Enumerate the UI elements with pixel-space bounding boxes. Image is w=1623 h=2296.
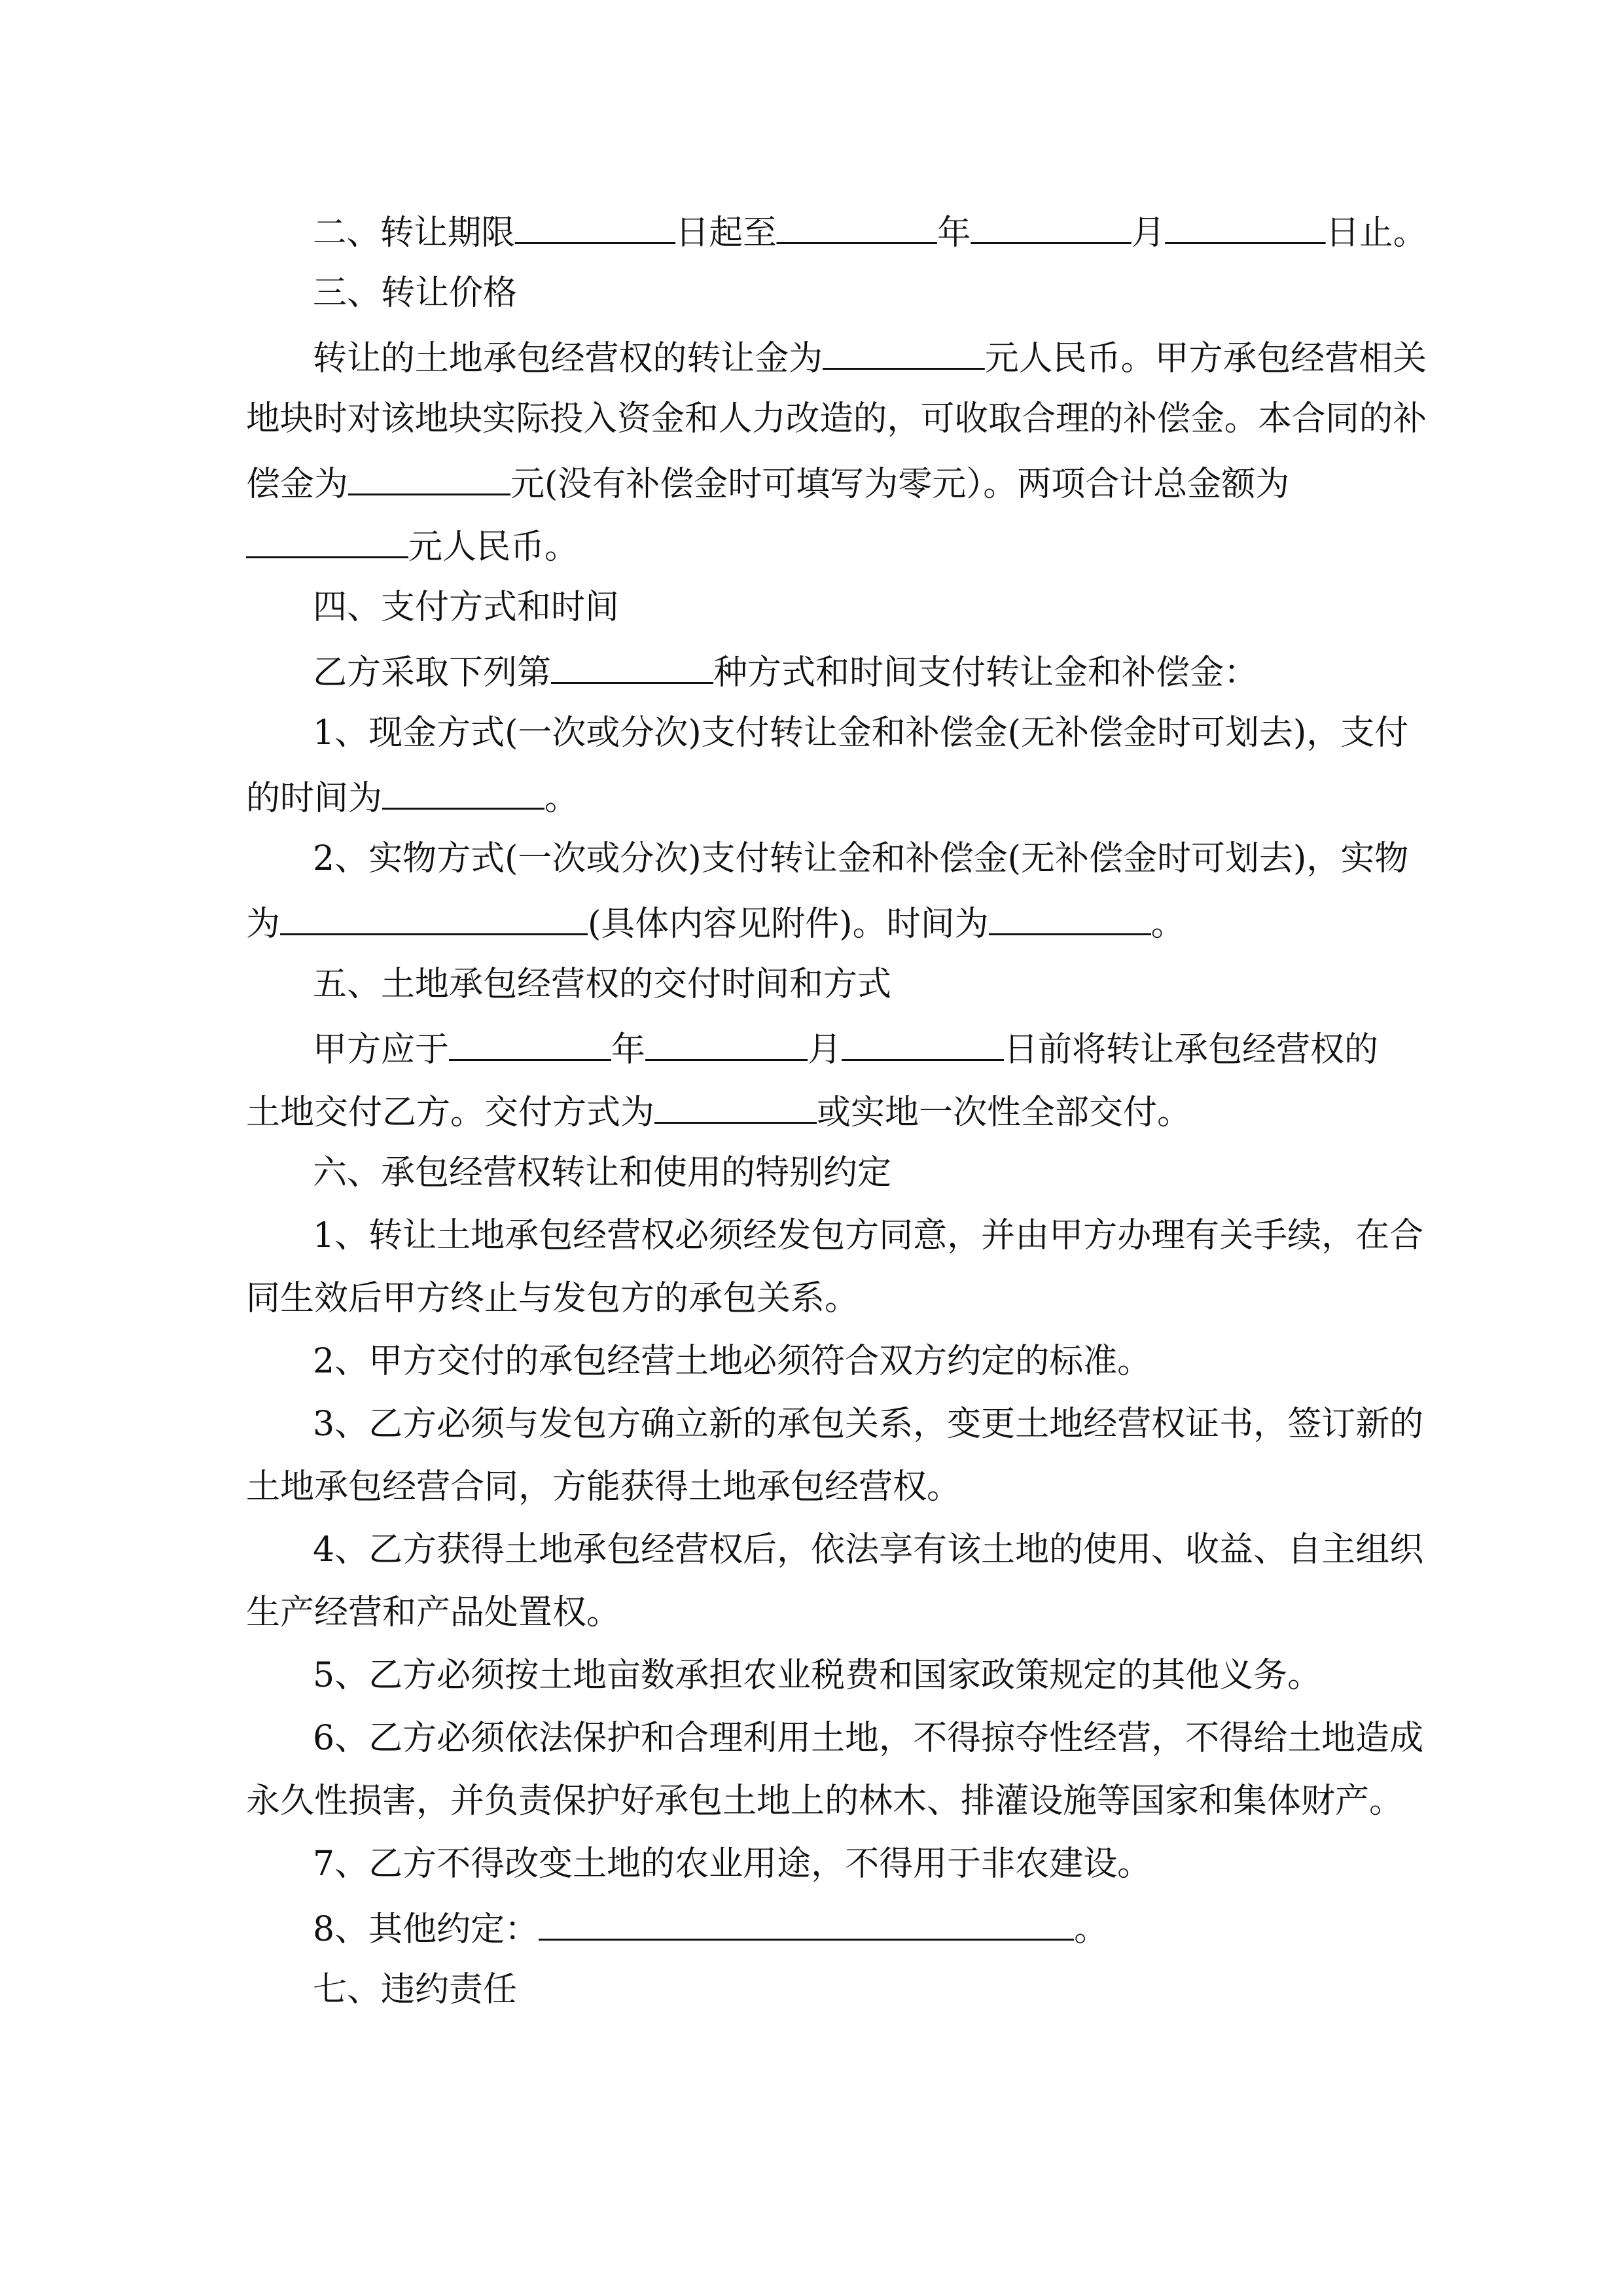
text: 。 (1074, 1910, 1109, 1949)
text: 乙方采取下列第 (313, 653, 552, 692)
text: 2、甲方交付的承包经营土地必须符合双方约定的标准。 (313, 1342, 1152, 1381)
text: 三、转让价格 (313, 274, 518, 313)
text: 土地交付乙方。交付方式为 (246, 1093, 655, 1132)
text: 5、乙方必须按土地亩数承担农业税费和国家政策规定的其他义务。 (313, 1656, 1322, 1695)
paragraph-line (246, 399, 1427, 439)
text: 土地承包经营合同，方能获得土地承包经营权。 (246, 1467, 961, 1507)
paragraph-line (313, 1907, 1109, 1949)
text: 七、违约责任 (313, 1970, 518, 2009)
text: 日前将转让承包经营权的 (1004, 1030, 1379, 1069)
text: 6、乙方必须依法保护和合理利用土地，不得掠夺性经营，不得给土地造成 (313, 1719, 1424, 1758)
text: 种方式和时间支付转让金和补偿金： (713, 653, 1258, 692)
text: 3、乙方必须与发包方确立新的承包关系，变更土地经营权证书，签订新的 (313, 1405, 1424, 1444)
text: 1、现金方式(一次或分次)支付转让金和补偿金(无补偿金时可划去)，支付 (313, 713, 1409, 753)
text: 四、支付方式和时间 (313, 588, 620, 627)
text: 年 (611, 1030, 646, 1069)
text: 甲方应于 (313, 1030, 450, 1069)
section-heading (313, 965, 891, 1004)
fill-blank (971, 211, 1131, 244)
text: 六、承包经营权转让和使用的特别约定 (313, 1153, 892, 1193)
text: 地块时对该地块实际投入资金和人力改造的，可收取合理的补偿金。本合同的补 (246, 399, 1427, 439)
paragraph-line (246, 1090, 1191, 1130)
paragraph-line (313, 1216, 1423, 1255)
fill-blank (645, 1028, 808, 1061)
paragraph-line (313, 1719, 1423, 1758)
fill-blank (382, 776, 544, 810)
fill-blank (989, 902, 1151, 935)
fill-blank (777, 211, 937, 244)
text: 月 (1131, 213, 1166, 253)
paragraph-line (246, 1593, 620, 1632)
text: 为 (246, 905, 281, 944)
fill-blank (280, 902, 588, 935)
text: 偿金为 (246, 465, 349, 504)
paragraph-line (313, 1405, 1423, 1444)
text: 五、土地承包经营权的交付时间和方式 (313, 965, 892, 1004)
section-heading (313, 588, 619, 627)
paragraph-line (246, 902, 1185, 944)
text: (具体内容见附件)。时间为 (588, 905, 989, 944)
clause-transfer-term (313, 211, 1427, 253)
fill-blank (551, 651, 713, 684)
section-heading (313, 1970, 517, 2009)
fill-blank (842, 1028, 1004, 1061)
text: 生产经营和产品处置权。 (246, 1593, 621, 1632)
text: 永久性损害，并负责保护好承包土地上的林木、排灌设施等国家和集体财产。 (246, 1782, 1404, 1821)
text: 月 (808, 1030, 842, 1069)
text: 二、转让期限 (313, 213, 515, 253)
text: 1、转让土地承包经营权必须经发包方同意，并由甲方办理有关手续，在合 (313, 1216, 1424, 1255)
paragraph-line (313, 1844, 1151, 1884)
text: 元人民币。 (408, 528, 579, 567)
text: 。 (1150, 905, 1185, 944)
fill-blank (654, 1090, 817, 1124)
fill-blank (823, 336, 985, 370)
paragraph-line (313, 651, 1258, 690)
text: 日起至 (675, 213, 777, 253)
fill-blank (348, 462, 510, 495)
text: 的时间为 (246, 779, 383, 818)
fill-blank (515, 211, 675, 244)
text: 。 (544, 779, 579, 818)
paragraph-line (313, 1656, 1321, 1695)
text: 元(没有补偿金时可填写为零元）。两项合计总金额为 (510, 465, 1290, 504)
fill-blank (449, 1028, 611, 1061)
fill-blank (1165, 211, 1325, 244)
text: 2、实物方式(一次或分次)支付转让金和补偿金(无补偿金时可划去)，实物 (313, 839, 1409, 878)
fill-blank (246, 525, 408, 558)
paragraph-line (313, 839, 1408, 878)
section-heading (313, 274, 517, 313)
text: 4、乙方获得土地承包经营权后，依法享有该土地的使用、收益、自主组织 (313, 1530, 1424, 1570)
text: 或实地一次性全部交付。 (817, 1093, 1192, 1132)
fill-blank (539, 1907, 1074, 1941)
text: 日止。 (1325, 213, 1427, 253)
text: 转让的土地承包经营权的转让金为 (313, 339, 823, 378)
paragraph-line (246, 1782, 1403, 1821)
paragraph-line (246, 462, 1290, 504)
paragraph-line (313, 713, 1408, 753)
text: 同生效后甲方终止与发包方的承包关系。 (246, 1279, 859, 1318)
text: 年 (936, 213, 971, 253)
paragraph-line (246, 1467, 961, 1507)
paragraph-line (246, 1279, 859, 1318)
text: 8、其他约定： (313, 1910, 539, 1949)
section-heading (313, 1153, 891, 1193)
paragraph-line (246, 776, 579, 816)
paragraph-line (313, 1530, 1423, 1570)
text: 7、乙方不得改变土地的农业用途，不得用于非农建设。 (313, 1844, 1152, 1884)
text: 元人民币。甲方承包经营相关 (984, 339, 1427, 378)
paragraph-line (313, 336, 1427, 376)
paragraph-line (313, 1028, 1378, 1067)
paragraph-line (246, 525, 579, 567)
paragraph-line (313, 1342, 1151, 1381)
